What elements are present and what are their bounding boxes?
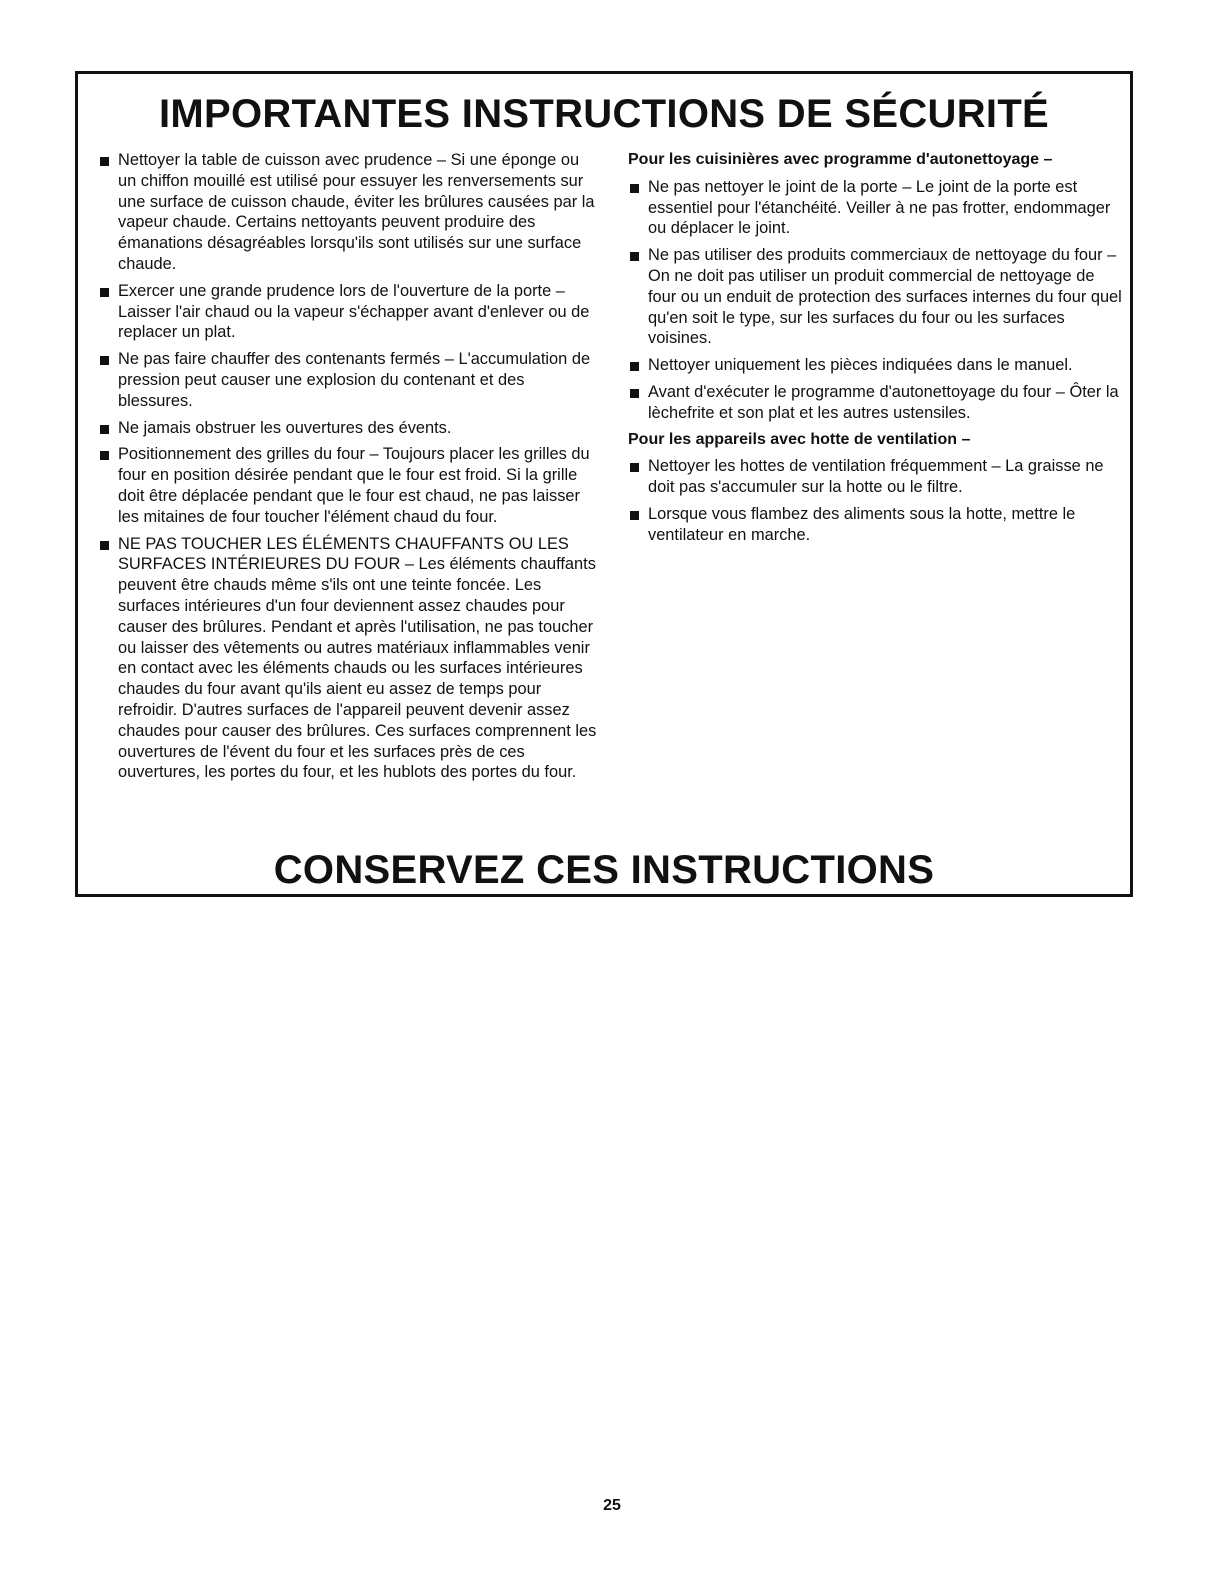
- square-bullet-icon: [100, 356, 109, 365]
- right-column: [628, 150, 1123, 552]
- left-column: [98, 150, 598, 789]
- square-bullet-icon: [630, 184, 639, 193]
- square-bullet-icon: [630, 511, 639, 520]
- list-item: Nettoyer la table de cuisson avec prudence – Si une éponge ou un chiffon mouillé est utilisé pour essuyer les renversements sur une surface de cuisson chaude, éviter les brûlures causées par la vapeur chaude. Certains nettoyants peuvent produire des émanations désagréables lorsqu'ils sont utilisés sur une surface chaude.: [98, 150, 598, 275]
- list-item: NE PAS TOUCHER LES ÉLÉMENTS CHAUFFANTS OU LES SURFACES INTÉRIEURES DU FOUR – Les éléments chauffants peuvent être chauds même s'ils ont une teinte foncée. Les surfaces intérieures d'un four deviennent assez chaudes pour causer des brûlures. Pendant et après l'utilisation, ne pas toucher ou laisser des vêtements ou autres matériaux inflammables venir en contact avec les éléments chauds ou les surfaces intérieures chaudes du four avant qu'ils aient eu assez de temps pour refroidir. D'autres surfaces de l'appareil peuvent devenir assez chaudes pour causer des brûlures. Ces surfaces comprennent les ouvertures de l'évent du four et les surfaces près de ces ouvertures, les portes du four, et les hublots des portes du four.: [98, 534, 598, 784]
- square-bullet-icon: [100, 425, 109, 434]
- self-clean-list: [628, 177, 1123, 424]
- square-bullet-icon: [630, 463, 639, 472]
- page-title: IMPORTANTES INSTRUCTIONS DE SÉCURITÉ: [158, 92, 1050, 136]
- square-bullet-icon: [100, 288, 109, 297]
- list-item: Ne pas nettoyer le joint de la porte – Le joint de la porte est essentiel pour l'étanchéité. Veiller à ne pas frotter, endommager ou déplacer le joint.: [628, 177, 1123, 239]
- page-number: 25: [603, 1497, 621, 1514]
- list-item: Avant d'exécuter le programme d'autonettoyage du four – Ôter la lèchefrite et son plat et les autres ustensiles.: [628, 382, 1123, 424]
- footer-title: CONSERVEZ CES INSTRUCTIONS: [273, 848, 935, 892]
- square-bullet-icon: [630, 389, 639, 398]
- list-item: Lorsque vous flambez des aliments sous la hotte, mettre le ventilateur en marche.: [628, 504, 1123, 546]
- self-clean-heading: Pour les cuisinières avec programme d'autonettoyage –: [628, 151, 1053, 168]
- square-bullet-icon: [100, 157, 109, 166]
- list-item: Ne pas faire chauffer des contenants fermés – L'accumulation de pression peut causer une explosion du contenant et des blessures.: [98, 349, 598, 411]
- square-bullet-icon: [100, 451, 109, 460]
- list-item: Nettoyer les hottes de ventilation fréquemment – La graisse ne doit pas s'accumuler sur la hotte ou le filtre.: [628, 456, 1123, 498]
- list-item: Ne pas utiliser des produits commerciaux de nettoyage du four – On ne doit pas utiliser un produit commercial de nettoyage de four ou un enduit de protection des surfaces internes du four quel qu'en soit le type, sur les surfaces du four ou les surfaces voisines.: [628, 245, 1123, 349]
- list-item: Exercer une grande prudence lors de l'ouverture de la porte – Laisser l'air chaud ou la vapeur s'échapper avant d'enlever ou de replacer un plat.: [98, 281, 598, 343]
- square-bullet-icon: [630, 362, 639, 371]
- safety-instructions-box: [75, 71, 1133, 897]
- ventilation-hood-heading: Pour les appareils avec hotte de ventilation –: [628, 430, 971, 448]
- square-bullet-icon: [100, 541, 109, 550]
- list-item: Ne jamais obstruer les ouvertures des évents.: [98, 418, 598, 439]
- square-bullet-icon: [630, 252, 639, 261]
- list-item: Nettoyer uniquement les pièces indiquées dans le manuel.: [628, 355, 1123, 376]
- ventilation-hood-list: [628, 456, 1123, 545]
- left-instruction-list: [98, 150, 598, 783]
- list-item: Positionnement des grilles du four – Toujours placer les grilles du four en position désirée pendant que le four est froid. Si la grille doit être déplacée pendant que le four est chaud, ne pas laisser les mitaines de four toucher l'élément chaud du four.: [98, 444, 598, 527]
